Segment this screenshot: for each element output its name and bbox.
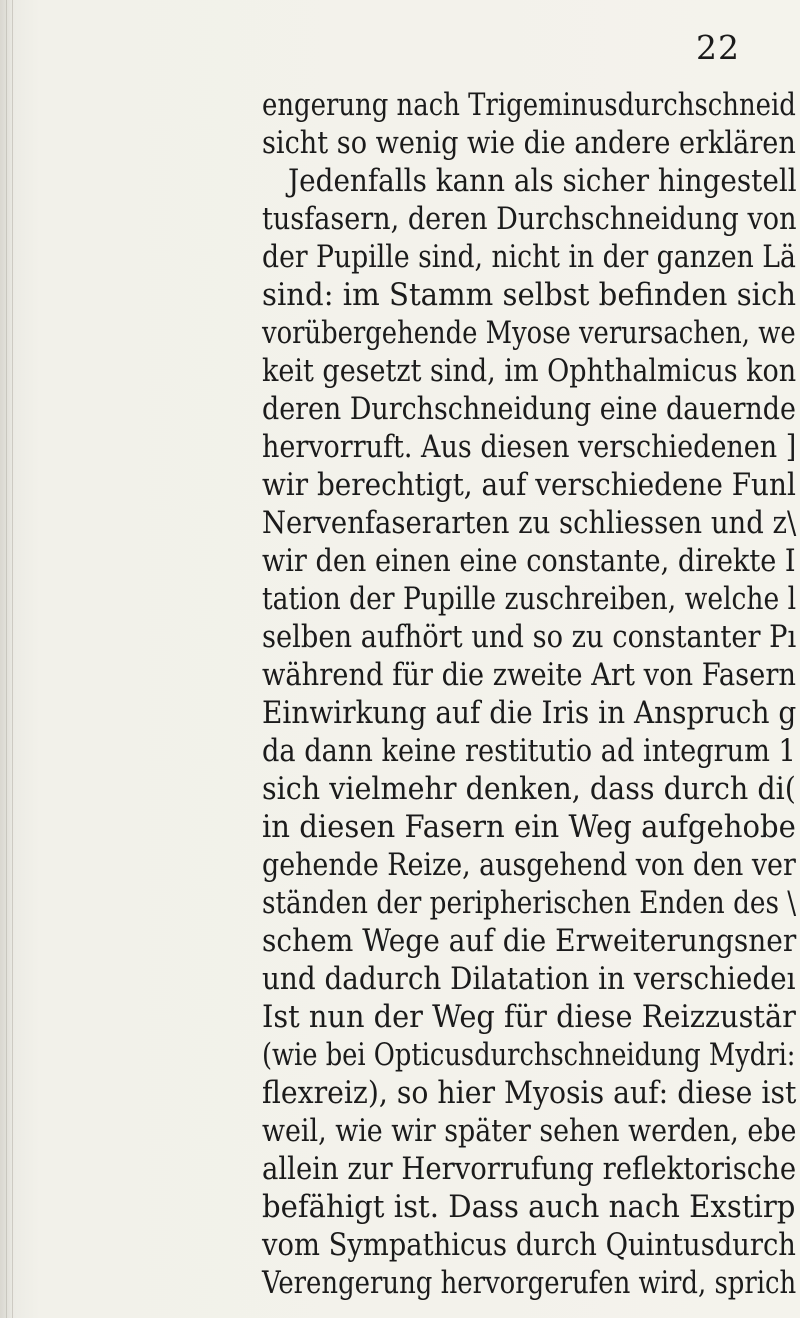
text-line: vom Sympathicus durch Quintusdurch: [262, 1227, 796, 1263]
text-line: weil, wie wir später sehen werden, ebe: [262, 1113, 797, 1149]
page-edge-line: [6, 0, 7, 1318]
text-line: da dann keine restitutio ad integrum 1: [262, 733, 796, 769]
text-line: ständen der peripherischen Enden des \: [262, 885, 797, 921]
text-line: engerung nach Trigeminusdurchschneid: [262, 87, 796, 123]
text-line: keit gesetzt sind, im Ophthalmicus kon: [262, 353, 797, 389]
text-line: wir berechtigt, auf verschiedene Funl: [262, 467, 796, 503]
text-line: selben aufhört und so zu constanter Pı: [262, 619, 797, 655]
page-edge-line: [12, 0, 13, 1318]
text-line: deren Durchschneidung eine dauernde: [262, 391, 796, 427]
text-line: hervorruft. Aus diesen verschiedenen ]: [262, 429, 797, 465]
text-line: wir den einen eine constante, direkte I: [262, 543, 796, 579]
text-line: Einwirkung auf die Iris in Anspruch g: [262, 695, 797, 731]
text-line: sicht so wenig wie die andere erklären: [262, 125, 796, 161]
text-line: befähigt ist. Dass auch nach Exstirp: [262, 1189, 796, 1225]
text-line: der Pupille sind, nicht in der ganzen Lä: [262, 239, 796, 275]
text-line: und dadurch Dilatation in verschiedeı: [262, 961, 796, 997]
text-line: tusfasern, deren Durchschneidung von: [262, 201, 797, 237]
text-line: Nervenfaserarten zu schliessen und z\: [262, 505, 797, 541]
text-line: flexreiz), so hier Myosis auf: diese ist: [262, 1075, 797, 1111]
text-line: tation der Pupille zuschreiben, welche l: [262, 581, 797, 617]
text-line: sich vielmehr denken, dass durch di(: [262, 771, 796, 807]
page-number: 22: [696, 28, 740, 67]
text-line: (wie bei Opticusdurchschneidung Mydri:: [262, 1037, 796, 1073]
text-line: vorübergehende Myose verursachen, we: [262, 315, 796, 351]
text-line: gehende Reize, ausgehend von den ver: [262, 847, 796, 883]
text-line: schem Wege auf die Erweiterungsner: [262, 923, 797, 959]
text-line: Jedenfalls kann als sicher hingestell: [288, 163, 797, 199]
text-line: Ist nun der Weg für diese Reizzustär: [262, 999, 796, 1035]
text-line: sind: im Stamm selbst befinden sich: [262, 277, 797, 313]
text-line: allein zur Hervorrufung reflektorische: [262, 1151, 797, 1187]
text-line: während für die zweite Art von Fasern: [262, 657, 796, 693]
text-line: in diesen Fasern ein Weg aufgehobe: [262, 809, 796, 845]
text-line: Verengerung hervorgerufen wird, sprich: [262, 1265, 797, 1301]
